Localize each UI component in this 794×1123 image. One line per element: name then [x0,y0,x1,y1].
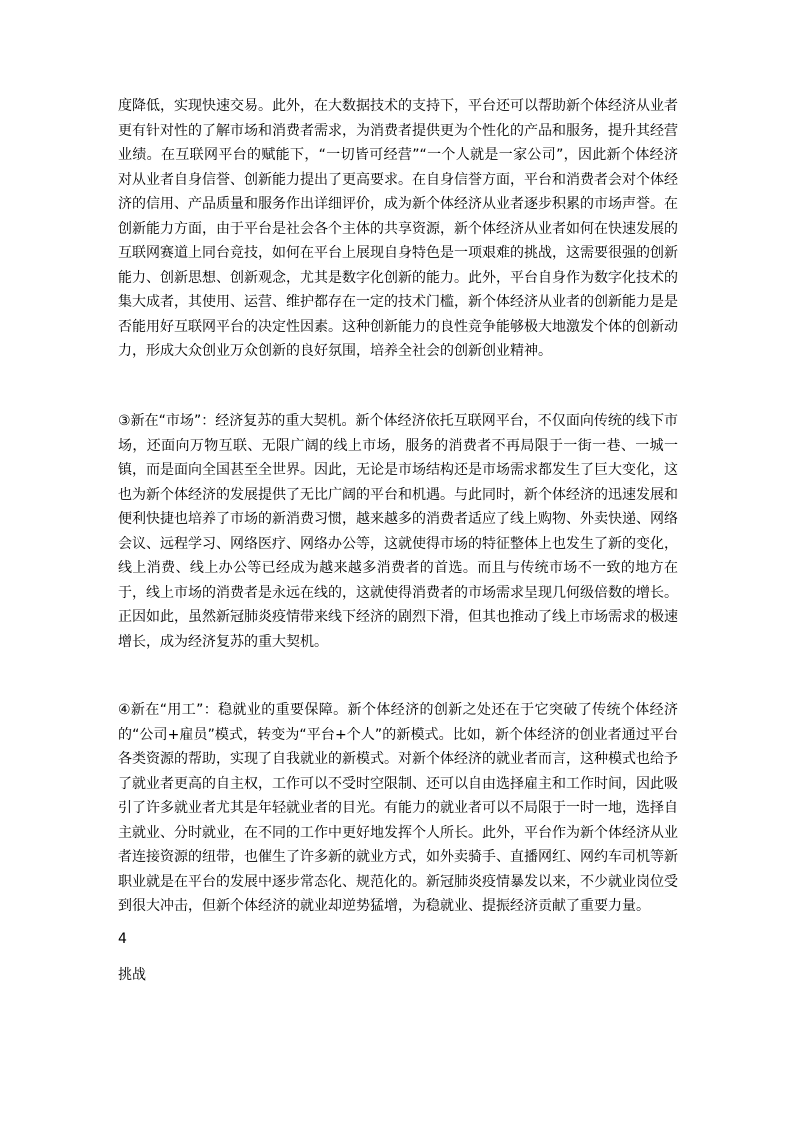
page-number: 4 [118,931,127,947]
section-heading: 挑战 [118,967,146,983]
paragraph-platform-innovation: 度降低，实现快速交易。此外，在大数据技术的支持下，平台还可以帮助新个体经济从业者更有针对性的了解市场和消费者需求，为消费者提供更为个性化的产品和服务，提升其经营业绩。在互联网平台的赋能下，“一切皆可经营”“一个人就是一家公司”，因此新个体经济对从业者自身信誉、创新能力提出了更高要求。在自身信誉方面，平台和消费者会对个体经济的信用、产品质量和服务作出详细评价，成为新个体经济从业者逐步积累的市场声誉。在创新能力方面，由于平台是社会各个主体的共享资源，新个体经济从业者如何在快速发展的互联网赛道上同台竞技，如何在平台上展现自身特色是一项艰难的挑战，这需要很强的创新能力、创新思想、创新观念，尤其是数字化创新的能力。此外，平台自身作为数字化技术的集大成者，其使用、运营、维护都存在一定的技术门槛，新个体经济从业者的创新能力是是否能用好互联网平台的决定性因素。这种创新能力的良性竞争能够极大地激发个体的创新动力，形成大众创业万众创新的良好氛围，培养全社会的创新创业精神。 [118,98,678,359]
paragraph-new-market: ③新在“市场”：经济复苏的重大契机。新个体经济依托互联网平台，不仅面向传统的线下市场，还面向万物互联、无限广阔的线上市场，服务的消费者不再局限于一街一巷、一城一镇，而是面向全国甚至全世界。因此，无论是市场结构还是市场需求都发生了巨大变化，这也为新个体经济的发展提供了无比广阔的平台和机遇。与此同时，新个体经济的迅速发展和便利快捷也培养了市场的新消费习惯，越来越多的消费者适应了线上购物、外卖快递、网络会议、远程学习、网络医疗、网络办公等，这就使得市场的特征整体上也发生了新的变化，线上消费、线上办公等已经成为越来越多消费者的首选。而且与传统市场不一致的地方在于，线上市场的消费者是永远在线的，这就使得消费者的市场需求呈现几何级倍数的增长。正因如此，虽然新冠肺炎疫情带来线下经济的剧烈下滑，但其也推动了线上市场需求的极速增长，成为经济复苏的重大契机。 [118,413,678,650]
paragraph-new-employment: ④新在“用工”：稳就业的重要保障。新个体经济的创新之处还在于它突破了传统个体经济的“公司+雇员”模式，转变为“平台+个人”的新模式。比如，新个体经济的创业者通过平台各类资源的帮助，实现了自我就业的新模式。对新个体经济的就业者而言，这种模式也给予了就业者更高的自主权，工作可以不受时空限制、还可以自由选择雇主和工作时间，因此吸引了许多就业者尤其是年轻就业者的目光。有能力的就业者可以不局限于一时一地，选择自主就业、分时就业，在不同的工作中更好地发挥个人所长。此外，平台作为新个体经济从业者连接资源的纽带，也催生了许多新的就业方式，如外卖骑手、直播网红、网约车司机等新职业就是在平台的发展中逐步常态化、规范化的。新冠肺炎疫情暴发以来，不少就业岗位受到很大冲击，但新个体经济的就业却逆势猛增，为稳就业、提振经济贡献了重要力量。 [118,702,678,914]
